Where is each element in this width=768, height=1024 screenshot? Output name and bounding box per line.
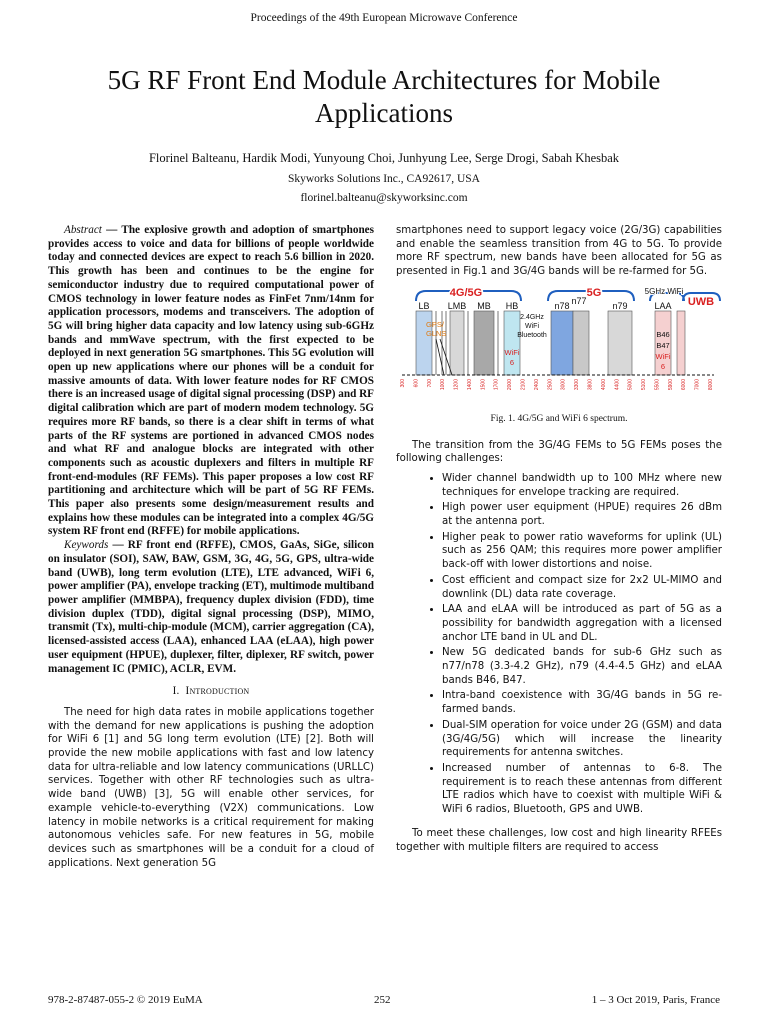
paper-title: 5G RF Front End Module Architectures for Mobile Applications [107, 65, 661, 128]
band-uwb [677, 311, 685, 375]
band-label-laa: LAA [654, 300, 672, 311]
footer-date: 1 – 3 Oct 2019, Paris, France [591, 994, 720, 1006]
tick-label: 1500 [480, 378, 487, 390]
footer-isbn: 978-2-87487-055-2 © 2019 EuMA [48, 994, 203, 1006]
tick-label: 700 [426, 378, 433, 388]
label-glns: GLNS [426, 328, 447, 338]
band-n78 [551, 311, 573, 375]
band-n77 [573, 311, 589, 375]
band-n79 [608, 311, 632, 375]
tick-label: 1200 [453, 378, 460, 390]
tick-label: 4000 [600, 378, 607, 390]
band-label-hb: HB [505, 300, 519, 311]
tick-label: 2100 [520, 378, 527, 390]
label-gps: GPS/ [426, 319, 444, 329]
left-column [48, 224, 374, 870]
keywords [48, 539, 374, 676]
band-label-lmb: LMB [447, 300, 467, 311]
keywords-text: — RF front end (RFFE), CMOS, GaAs, SiGe, silicon on insulator (SOI), SAW, BAW, GSM, 3G, 4G, 5G, GPS, ultra-wide band (UWB), long term evolution (LTE), LTE advanced, WiFi 6, power amplifier (PA), envelope tracking (ET), multimode multiband power amplifier (MMBPA), frequency duplex division (FDD), time division duplex (TDD), digital signal processing (DSP), MIMO, transmit (Tx), multi-chip-module (MCM), carrier aggregation (CA), licensed-assisted access (LAA), enhanced LAA (eLAA), high power user equipment (HPUE), duplexer, filter, diplexer, RF switch, power management IC (PMIC), ACLR, EVM. [48, 539, 374, 675]
label-wifi24: 2.4GHz [520, 313, 544, 321]
abstract-label: Abstract [64, 224, 102, 236]
section-number: I. [172, 685, 180, 698]
label-wifi6-a: WiFi [504, 347, 520, 357]
band-label-mb: MB [477, 300, 491, 311]
paragraph-rfee: To meet these challenges, low cost and high linearity RFEEs together with multiple filters are required to access [396, 827, 722, 853]
tick-label: 5000 [627, 378, 634, 390]
keywords-label: Keywords [64, 539, 109, 552]
tick-label: 3000 [560, 378, 567, 390]
tick-label: 2000 [507, 378, 514, 390]
list-item: • Intra-band coexistence with 3G/4G bands in 5G re-farmed bands. [442, 689, 722, 716]
challenges-list [396, 472, 722, 817]
tick-label: 4400 [614, 378, 621, 390]
band-lmb [450, 311, 464, 375]
label-wifi6-b: 6 [509, 357, 515, 367]
footer-page-number: 252 [374, 994, 391, 1006]
arrow-line [436, 339, 444, 375]
label-bluetooth: Bluetooth [517, 331, 547, 339]
abstract [48, 224, 374, 539]
figure-caption: Fig. 1. 4G/5G and WiFi 6 spectrum. [490, 413, 628, 424]
tick-label: 6000 [681, 378, 688, 390]
group-label-wifi5: 5GHz WiFi [644, 286, 684, 296]
tick-label: 8000 [708, 378, 714, 390]
conference-header: Proceedings of the 49th European Microwave Conference [250, 12, 518, 24]
band-label-n77: n77 [571, 295, 587, 306]
section-heading-introduction [48, 685, 374, 699]
tick-label: 5100 [641, 378, 648, 390]
figure-spectrum [396, 285, 722, 405]
group-label-uwb: UWB [687, 295, 715, 308]
list-item: • Increased number of antennas to 6-8. The requirement is to reach these antennas from different LTE radios which have to coexist with multiple WiFi & WiFi 6 radios, Bluetooth, GPS and UWB. [442, 762, 722, 817]
tick-label: 2500 [547, 378, 554, 390]
band-label-lb: LB [418, 300, 430, 311]
right-column [396, 224, 722, 854]
paragraph-spectrum: smartphones need to support legacy voice (2G/3G) capabilities and enable the seamless transition from 4G to 5G. To provide more RF spectrum, new bands have been allocated for 5G as presented in Fig.1 and 3G/4G bands will be re-farmed for 5G. [396, 225, 722, 278]
list-item: • Higher peak to power ratio waveforms for uplink (UL) such as 256 QAM; this requires more power amplifier back-off with lower distortions and noise. [442, 531, 722, 572]
label-wifi6-d: 6 [660, 361, 666, 371]
list-item: • Wider channel bandwidth up to 100 MHz where new techniques for envelope tracking are required. [442, 472, 722, 499]
author-list: Florinel Balteanu, Hardik Modi, Yunyoung Choi, Junhyung Lee, Serge Drogi, Sabah Khesbak [148, 151, 620, 165]
tick-label: 1700 [493, 378, 500, 390]
tick-label: 5900 [667, 378, 674, 390]
tick-label: 3300 [574, 378, 581, 390]
band-label-n79: n79 [612, 300, 628, 311]
list-item: • High power user equipment (HPUE) requires 26 dBm at the antenna port. [442, 501, 722, 528]
abstract-text: — The explosive growth and adoption of smartphones provides access to voice and data for billions of people worldwide today and connected devices are expect to reach 5.6 billion in 2020. This growth has been and continues to be the engine for semiconductor industry due to required computational power of CMOS technology in lower feature nodes as FinFet 7nm/14nm for application processors, modems and transceivers. The adoption of 5G will bring higher data capacity and low latency using sub-6GHz bands and mmWave spectrum, with the first expected to be deployed in next generation 5G smartphones. This 5G evolution will open up new applications where our phones will be a conduit for massive amounts of data. With lower feature nodes for RF CMOS there is an increased usage of digital signal processing (DSP) and RF digital calibration which are part of modern modem technology. 5G requires more RF bands, so there is a clear shift in terms of what parts of the RF systems are portioned in advanced CMOS nodes and what RF and analogue blocks are integrated with other components such as acoustic duplexers and filters in multiple RF front-end-modules (RF FEMs). This paper proposes a low cost RF partitioning and architecture which will be part of 5G RF FEMs. This paper also presents some design/measurement results and explains how these modules can be integrated into a complex 4G/5G system RF front end (RFFE) for mobile applications. [48, 224, 375, 538]
label-b46: B46 [656, 329, 670, 339]
group-label-4g5g: 4G/5G [449, 286, 483, 299]
tick-label: 3800 [587, 378, 594, 390]
author-email[interactable]: florinel.balteanu@skyworksinc.com [300, 192, 468, 204]
section-title: Introduction [185, 685, 250, 698]
tick-label: 2400 [533, 378, 540, 390]
label-b47: B47 [656, 340, 670, 350]
band-label-n78: n78 [554, 300, 570, 311]
tick-label: 1400 [466, 378, 473, 390]
affiliation: Skyworks Solutions Inc., CA92617, USA [287, 173, 480, 185]
paragraph-challenges-intro: The transition from the 3G/4G FEMs to 5G FEMs poses the following challenges: [396, 439, 722, 465]
tick-label: 5500 [654, 378, 661, 390]
tick-label: 600 [413, 378, 420, 388]
spectrum-diagram [396, 285, 722, 405]
list-item: • LAA and eLAA will be introduced as part of 5G as a possibility for bandwidth aggregation with a licensed anchor LTE band in UL and DL. [442, 603, 722, 644]
tick-label: 1000 [440, 378, 447, 390]
introduction-paragraph: The need for high data rates in mobile applications together with the demand for new applications is pushing the adoption for WiFi 6 [1] and 5G long term evolution (LTE) [2]. Both will provide the new mobile applications with fast and low latency data for ultra-reliable and low latency communications (URLLC) services. Together with other RF technologies such as ultra-wide band (UWB) [3], 5G will enable other services, for example vehicle-to-everything (V2X) communications. Low latency in mobile networks is a critical requirement for making autonomous vehicles safe. For new features in 5G, mobile devices such as smartphones will be a conduit for a cloud of applications. Next generation 5G [48, 706, 374, 869]
label-wifi6-c: WiFi [655, 351, 671, 361]
tick-labels [400, 379, 714, 390]
list-item: • New 5G dedicated bands for sub-6 GHz such as n77/n78 (3.3-4.2 GHz), n79 (4.4-4.5 GHz) and eLAA bands B46, B47. [442, 646, 722, 687]
list-item: • Dual-SIM operation for voice under 2G (GSM) and data (3G/4G/5G) which will increase the linearity requirements for antenna switches. [442, 719, 722, 760]
tick-label: 300 [400, 378, 406, 388]
group-label-5g: 5G [586, 286, 602, 299]
label-wifi: WiFi [525, 322, 539, 330]
band-mb [474, 311, 494, 375]
tick-label: 7000 [694, 378, 701, 390]
list-item: • Cost efficient and compact size for 2x2 UL-MIMO and downlink (DL) data rate coverage. [442, 574, 722, 601]
